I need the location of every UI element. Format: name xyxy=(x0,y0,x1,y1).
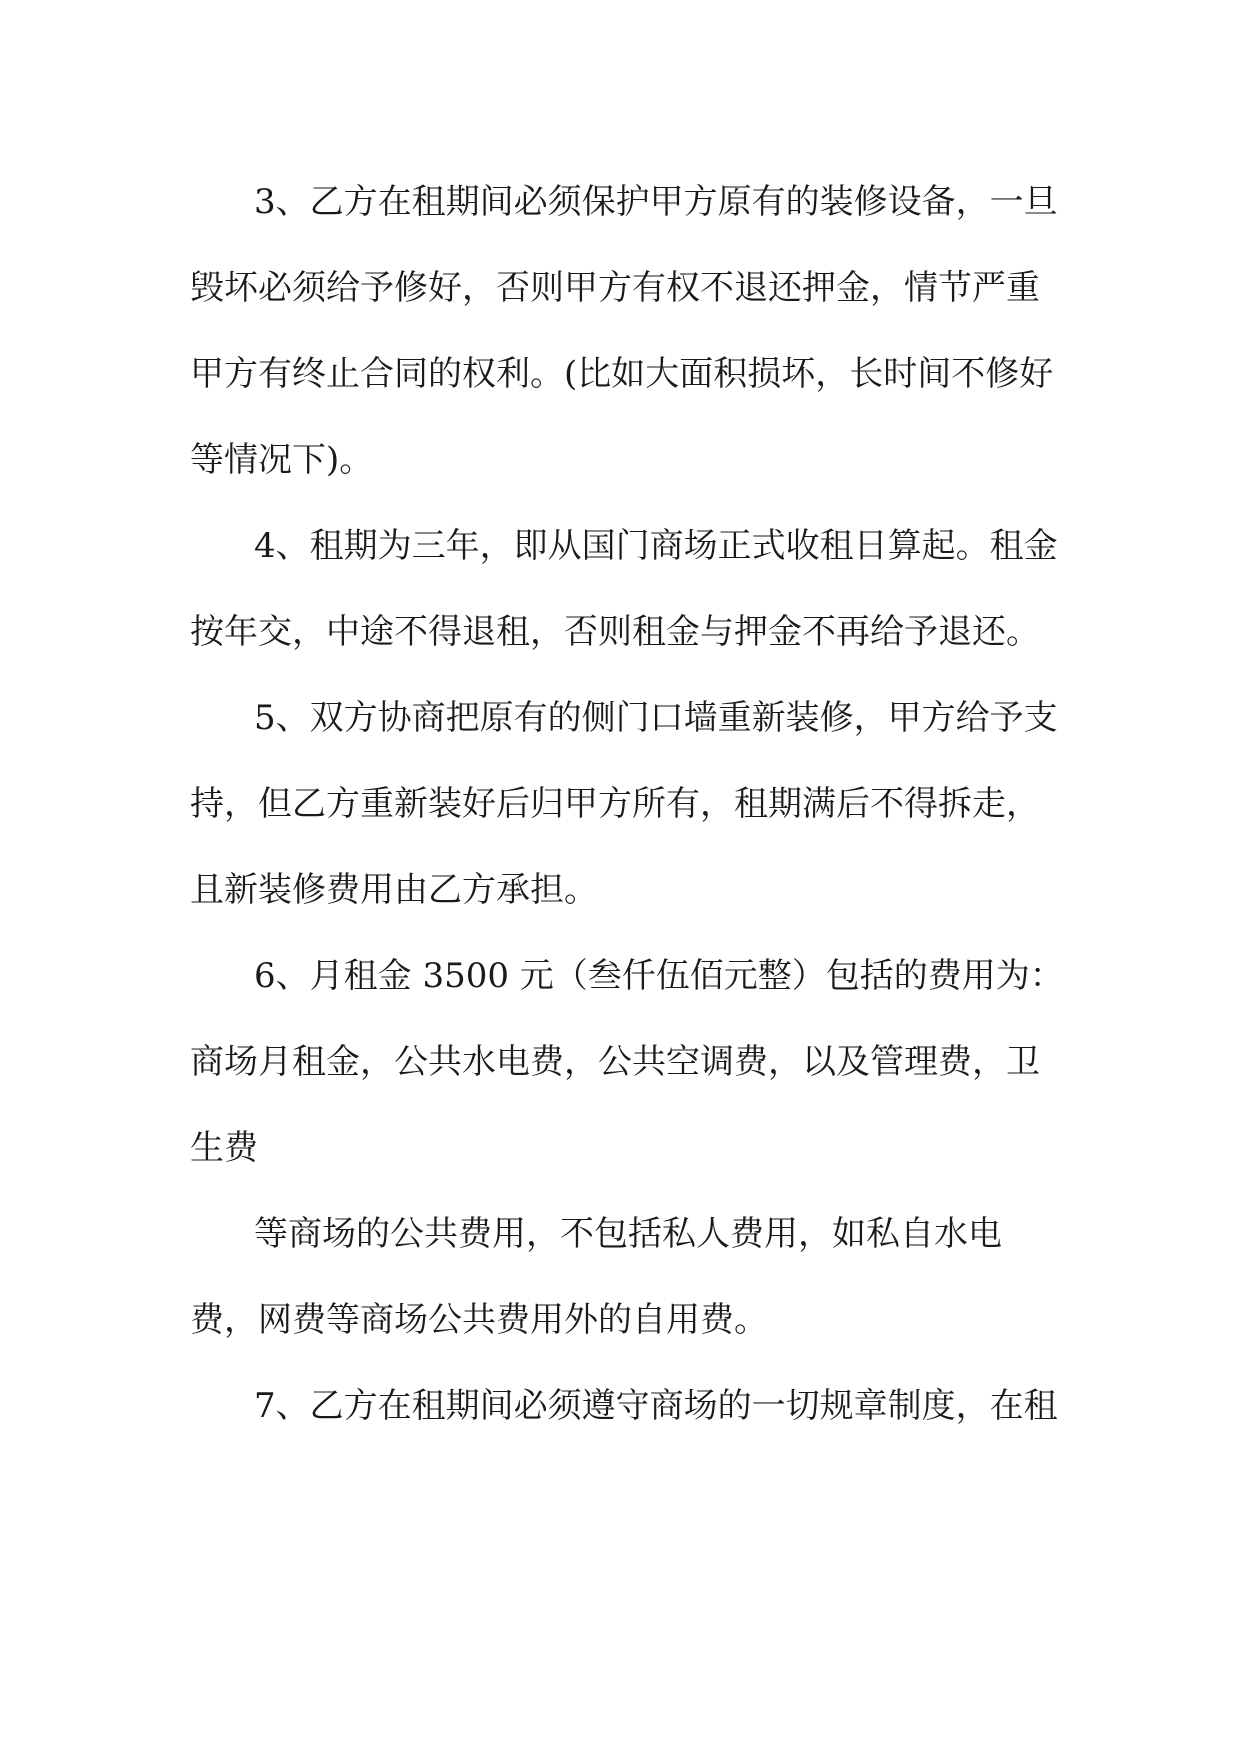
clause-6-line-1: 6、月租金 3500 元（叁仟伍佰元整）包括的费用为： xyxy=(254,956,1064,996)
clause-4-line-1: 4、租期为三年，即从国门商场正式收租日算起。租金 xyxy=(254,526,1058,566)
clause-6-line-2: 商场月租金，公共水电费，公共空调费，以及管理费，卫 xyxy=(190,1042,1040,1082)
clause-5-line-3: 且新装修费用由乙方承担。 xyxy=(190,870,598,910)
clause-6-line-5: 费，网费等商场公共费用外的自用费。 xyxy=(190,1300,768,1340)
clause-4-line-2: 按年交，中途不得退租，否则租金与押金不再给予退还。 xyxy=(190,612,1040,652)
clause-6-line-3: 生费 xyxy=(190,1128,258,1168)
clause-7-line-1: 7、乙方在租期间必须遵守商场的一切规章制度，在租 xyxy=(254,1386,1058,1426)
clause-5-line-2: 持，但乙方重新装好后归甲方所有，租期满后不得拆走， xyxy=(190,784,1040,824)
clause-3-line-1: 3、乙方在租期间必须保护甲方原有的装修设备，一旦 xyxy=(254,182,1058,222)
clause-5-line-1: 5、双方协商把原有的侧门口墙重新装修，甲方给予支 xyxy=(254,698,1058,738)
clause-3-line-3: 甲方有终止合同的权利。(比如大面积损坏，长时间不修好 xyxy=(190,354,1054,394)
clause-6-line-4: 等商场的公共费用，不包括私人费用，如私自水电 xyxy=(254,1214,1002,1254)
clause-3-line-2: 毁坏必须给予修好，否则甲方有权不退还押金，情节严重 xyxy=(190,268,1040,308)
clause-3-line-4: 等情况下)。 xyxy=(190,440,374,480)
